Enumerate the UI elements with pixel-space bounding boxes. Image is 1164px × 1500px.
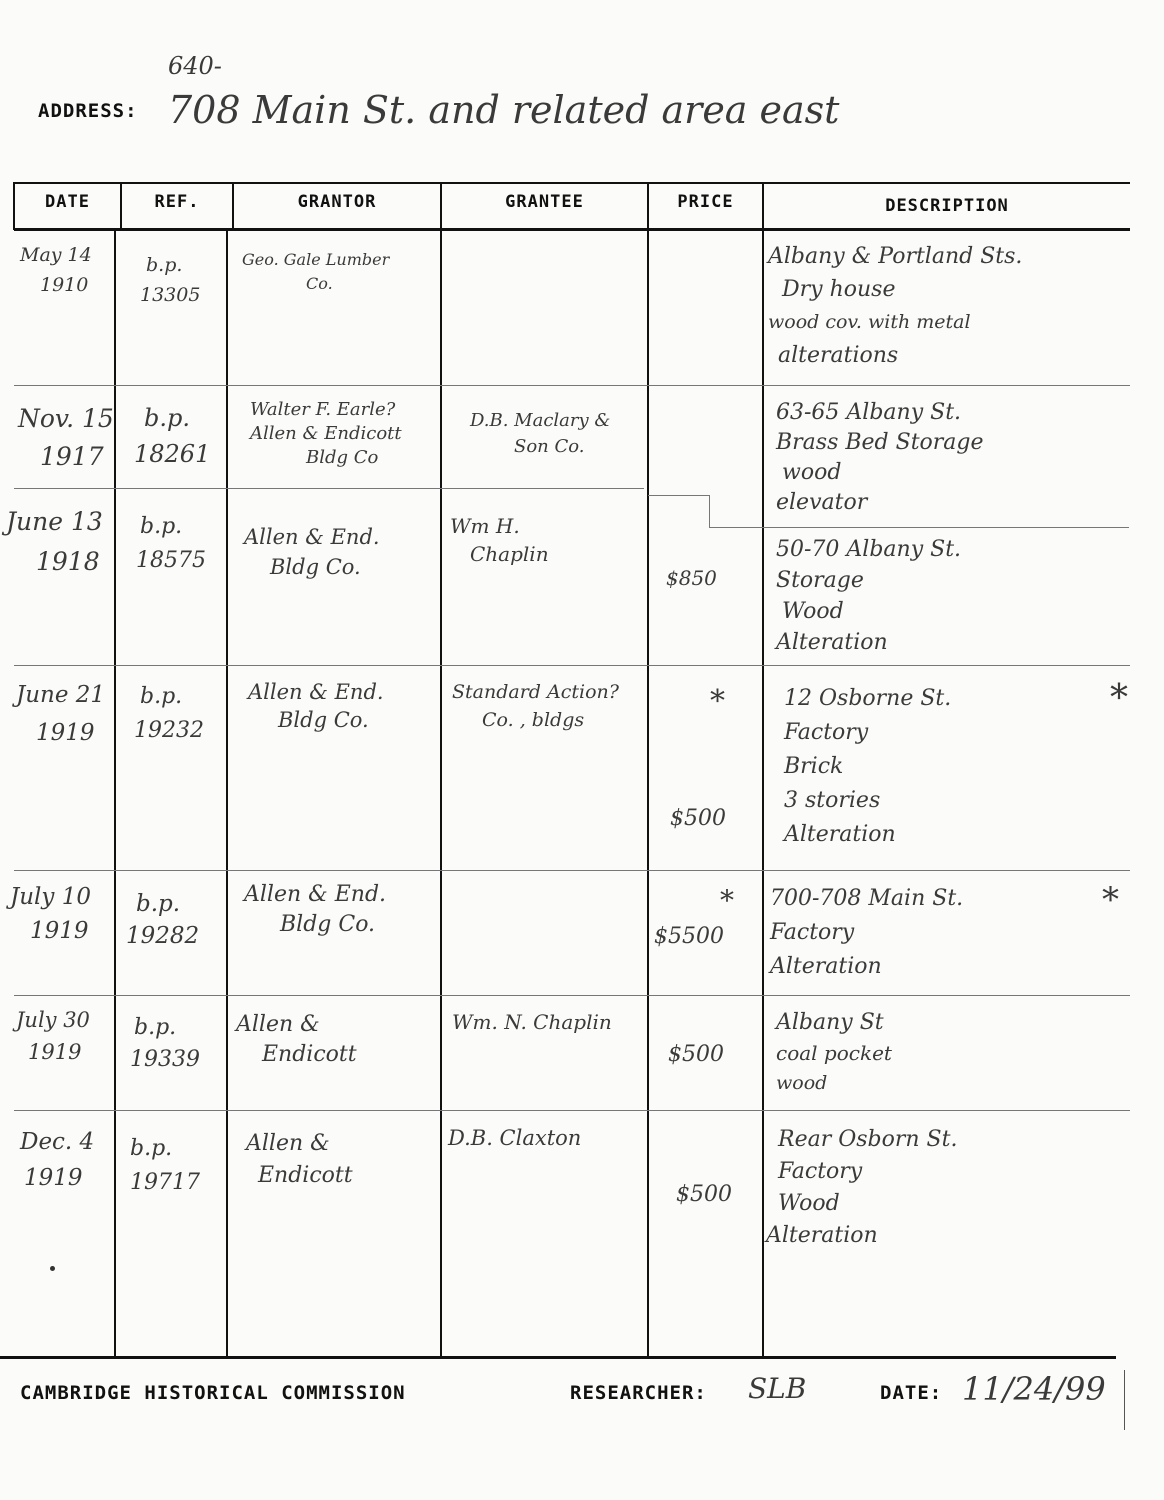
- pencil-dot: [50, 1266, 55, 1271]
- table-row-5-date: July 10 1919: [10, 884, 91, 944]
- table-row-6-grantor: Allen & Endicott: [236, 1012, 357, 1067]
- table-row-5-price: $5500: [654, 924, 724, 949]
- column-header-grantee: GRANTEE: [505, 192, 584, 212]
- researcher-value: SLB: [748, 1372, 807, 1405]
- table-row-4-price: $500: [670, 806, 726, 831]
- table-top-rule: [14, 182, 1130, 184]
- table-row-6-price: $500: [668, 1042, 724, 1067]
- row-separator: [14, 995, 1130, 996]
- table-row-6-grantee: Wm. N. Chaplin: [452, 1010, 612, 1034]
- table-row-7-price: $500: [676, 1182, 732, 1207]
- row-separator: [14, 488, 644, 489]
- column-divider: [114, 230, 116, 1358]
- file-number: 640-: [168, 52, 222, 80]
- table-row-2-grantor: Walter F. Earle? Allen & Endicott Bldg Co: [250, 399, 402, 468]
- table-row-3-date: June 13 1918: [6, 507, 103, 576]
- column-header-ref: REF.: [154, 192, 200, 212]
- table-row-7-date: Dec. 4 1919: [20, 1129, 95, 1191]
- table-row-7-ref: b.p. 19717: [130, 1136, 200, 1195]
- table-row-6-ref: b.p. 19339: [130, 1015, 200, 1072]
- table-row-4-date: June 21 1919: [16, 682, 106, 746]
- table-row-7-grantee: D.B. Claxton: [448, 1126, 582, 1150]
- table-row-5-grantor: Allen & End. Bldg Co.: [244, 882, 387, 937]
- table-row-5-price-mark: *: [720, 884, 734, 917]
- address-label: ADDRESS:: [38, 100, 138, 122]
- column-divider: [226, 230, 228, 1358]
- table-row-6-date: July 30 1919: [16, 1008, 90, 1064]
- column-header-description: DESCRIPTION: [885, 196, 1009, 216]
- table-row-7-description: Rear Osborn St. Factory Wood Alteration: [766, 1127, 958, 1248]
- table-row-2-grantee: D.B. Maclary & Son Co.: [470, 410, 611, 457]
- row-separator: [14, 870, 1130, 871]
- column-divider: [440, 182, 442, 1358]
- table-row-1-description: Albany & Portland Sts. Dry house wood cov. with metal alterations: [768, 244, 1023, 368]
- researcher-label: RESEARCHER:: [570, 1382, 707, 1404]
- row-separator: [14, 665, 1130, 666]
- table-row-5-description: 700-708 Main St. Factory Alteration: [770, 886, 964, 979]
- footer-date-label: DATE:: [880, 1382, 943, 1404]
- table-row-3-ref: b.p. 18575: [136, 514, 206, 573]
- address-value: 708 Main St. and related area east: [168, 88, 840, 132]
- table-row-3-description: 50-70 Albany St. Storage Wood Alteration: [776, 537, 962, 655]
- table-row-1-ref: b.p. 13305: [140, 254, 201, 306]
- row-separator: [14, 385, 1130, 386]
- bracket-line: [709, 495, 710, 527]
- table-row-4-price-mark: *: [710, 684, 725, 719]
- margin-asterisk: *: [1110, 678, 1128, 719]
- column-header-date: DATE: [45, 192, 90, 212]
- footer-date-value: 11/24/99: [962, 1370, 1106, 1408]
- table-row-1-grantor: Geo. Gale Lumber Co.: [242, 250, 390, 293]
- header-bottom-rule: [14, 228, 1130, 231]
- column-divider: [647, 182, 649, 1358]
- table-row-2-date: Nov. 15 1917: [18, 404, 114, 471]
- right-edge-mark: [1124, 1370, 1125, 1430]
- column-header-grantor: GRANTOR: [297, 192, 377, 212]
- table-row-5-ref: b.p. 19282: [126, 891, 200, 949]
- footer-organization: CAMBRIDGE HISTORICAL COMMISSION: [20, 1382, 406, 1404]
- column-header-price: PRICE: [677, 192, 734, 212]
- table-row-3-price: $850: [666, 566, 717, 590]
- table-bottom-rule: [0, 1356, 1116, 1359]
- table-row-4-grantee: Standard Action? Co. , bldgs: [452, 681, 619, 731]
- table-row-6-description: Albany St coal pocket wood: [776, 1010, 892, 1094]
- table-row-4-ref: b.p. 19232: [134, 684, 204, 743]
- table-row-7-grantor: Allen & Endicott: [246, 1131, 353, 1188]
- table-row-3-grantee: Wm H. Chaplin: [450, 514, 549, 566]
- row-separator: [14, 1110, 1130, 1111]
- table-row-1-date: May 14 1910: [20, 244, 92, 296]
- table-row-2-description: 63-65 Albany St. Brass Bed Storage wood elevator: [776, 400, 984, 515]
- row-separator: [648, 495, 710, 496]
- column-divider: [762, 182, 764, 1358]
- table-row-2-ref: b.p. 18261: [134, 404, 211, 468]
- row-separator: [709, 527, 1129, 528]
- margin-asterisk: *: [1102, 880, 1119, 920]
- table-row-4-grantor: Allen & End. Bldg Co.: [248, 680, 384, 732]
- table-row-4-description: 12 Osborne St. Factory Brick 3 stories Alteration: [784, 686, 952, 847]
- table-row-3-grantor: Allen & End. Bldg Co.: [244, 525, 380, 579]
